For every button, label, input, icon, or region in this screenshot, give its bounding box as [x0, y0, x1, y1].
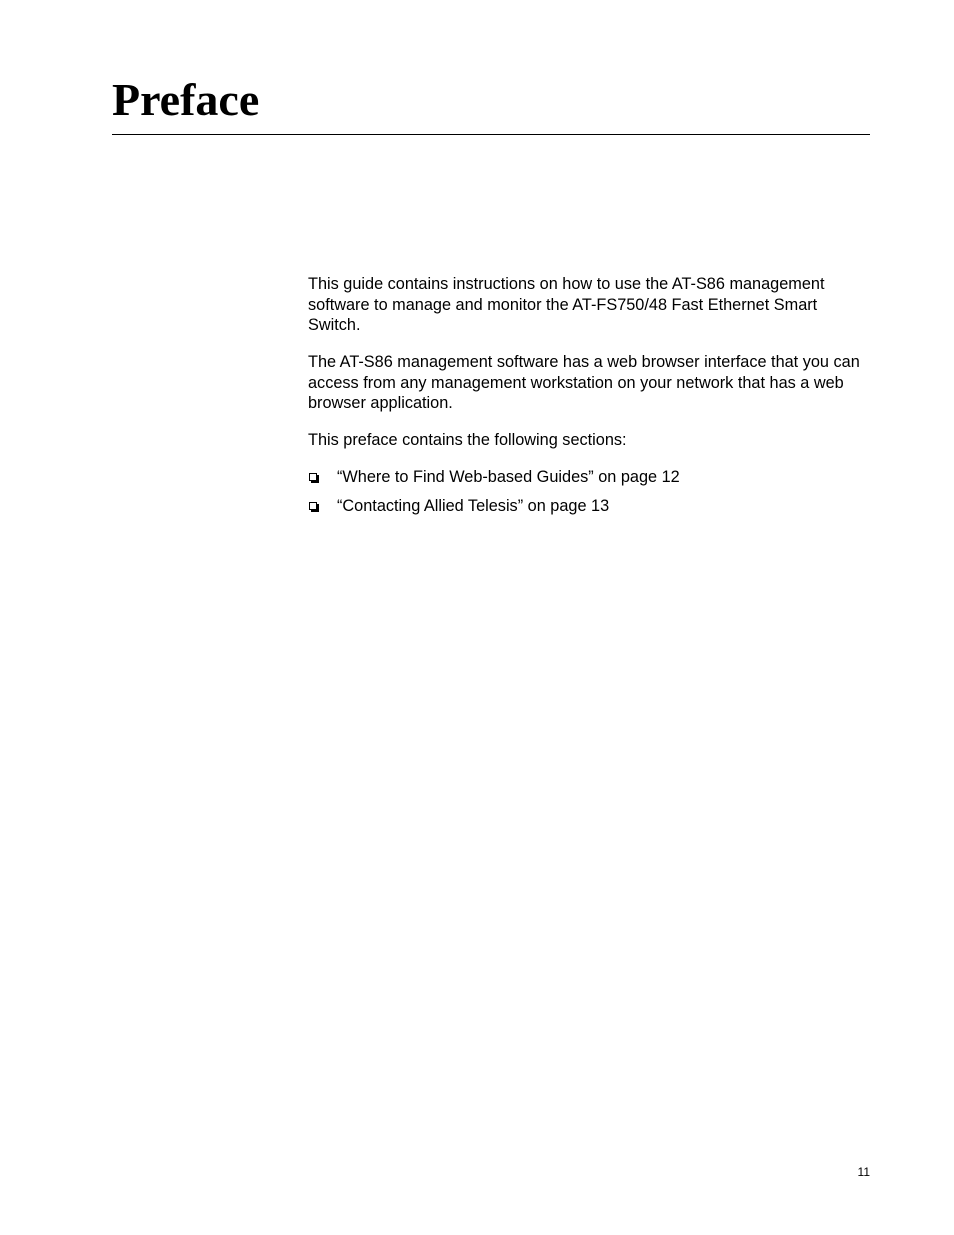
- preface-body: [308, 274, 874, 525]
- page-title: Preface: [112, 74, 260, 125]
- interface-paragraph: The AT-S86 management software has a web browser interface that you can access from any management workstation on your network that has a web browser application.: [308, 353, 860, 412]
- page-number: 11: [857, 1165, 870, 1179]
- sections-list: [308, 467, 874, 517]
- sections-intro-paragraph: This preface contains the following sections:: [308, 431, 627, 449]
- checkbox-bullet-icon: [309, 502, 317, 510]
- checkbox-bullet-icon: [309, 473, 317, 481]
- section-link-contacting[interactable]: “Contacting Allied Telesis” on page 13: [337, 497, 610, 515]
- title-divider: [112, 134, 870, 135]
- section-link-web-guides[interactable]: “Where to Find Web-based Guides” on page 12: [337, 468, 680, 486]
- list-item: [308, 496, 874, 517]
- intro-paragraph: This guide contains instructions on how to use the AT-S86 management software to manage and monitor the AT-FS750/48 Fast Ethernet Smart Switch.: [308, 275, 825, 334]
- list-item: [308, 467, 874, 488]
